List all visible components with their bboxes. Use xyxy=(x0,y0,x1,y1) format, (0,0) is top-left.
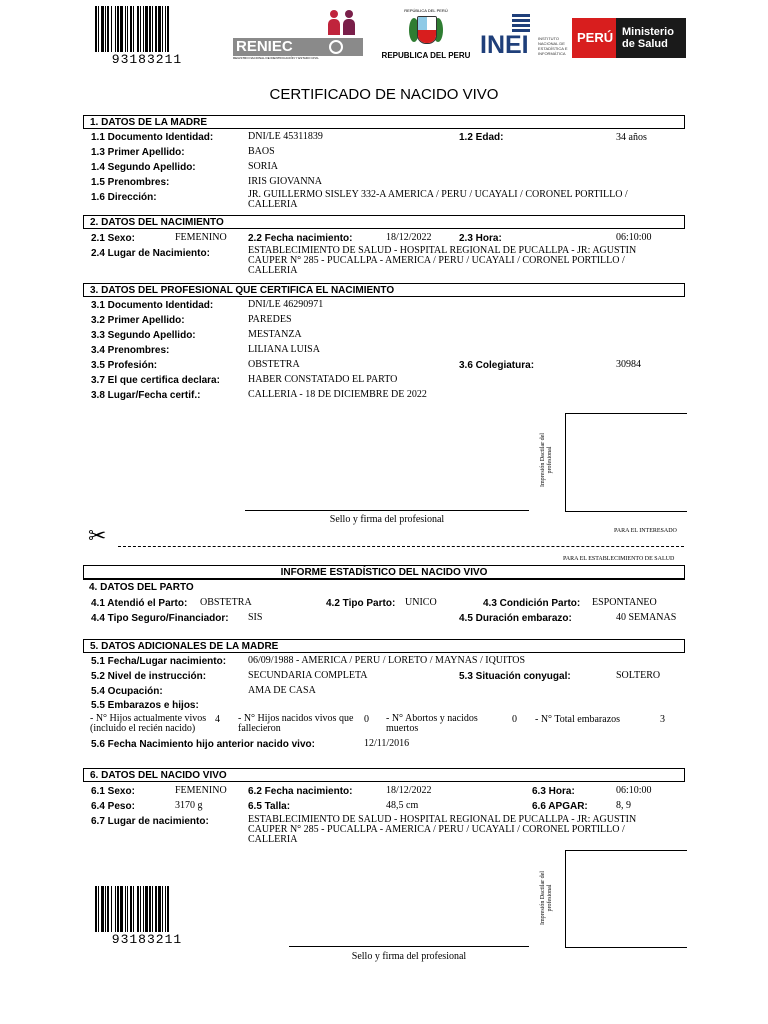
section-madre-header: 1. DATOS DE LA MADRE xyxy=(83,115,685,129)
prof-sello-label: Sello y firma del profesional xyxy=(329,514,445,525)
reniec-subtitle: REGISTRO NACIONAL DE IDENTIFICACIÓN Y ESTADO CIVIL xyxy=(233,56,319,60)
nacido-lugar-label: 6.7 Lugar de nacimiento: xyxy=(91,816,209,827)
adic-ocup-label: 5.4 Ocupación: xyxy=(91,686,163,697)
madre-nom-label: 1.5 Prenombres: xyxy=(91,177,170,188)
nacido-talla-value: 48,5 cm xyxy=(386,800,419,811)
prof-fingerprint-box xyxy=(565,413,687,512)
republica-label: REPUBLICA DEL PERU xyxy=(381,51,471,60)
cut-line xyxy=(118,546,684,547)
nac-fecha-label: 2.2 Fecha nacimiento: xyxy=(248,233,353,244)
prof-nom-value: LILIANA LUISA xyxy=(248,344,320,355)
prof-signature-line xyxy=(245,510,529,511)
nac-lugar-label: 2.4 Lugar de Nacimiento: xyxy=(91,248,210,259)
bottom-barcode xyxy=(95,886,199,947)
adic-anterior-value: 12/11/2016 xyxy=(364,738,410,749)
madre-doc-label: 1.1 Documento Identidad: xyxy=(91,132,214,143)
prof-ap1-value: PAREDES xyxy=(248,314,292,325)
escudo-caption: REPÚBLICA DEL PERÚ xyxy=(404,8,448,13)
parto-tipo-label: 4.2 Tipo Parto: xyxy=(326,598,396,609)
nacidos-vivos-label: - N° Hijos nacidos vivos que fallecieron xyxy=(238,713,354,734)
prof-declara-label: 3.7 El que certifica declara: xyxy=(91,375,220,386)
nacido-hora-label: 6.3 Hora: xyxy=(532,786,575,797)
prof-nom-label: 3.4 Prenombres: xyxy=(91,345,170,356)
ministerio-label: Ministerio de Salud xyxy=(622,26,674,50)
prof-ap2-value: MESTANZA xyxy=(248,329,302,340)
parto-seguro-value: SIS xyxy=(248,612,263,623)
prof-prof-label: 3.5 Profesión: xyxy=(91,360,158,371)
madre-dir-value: JR. GUILLERMO SISLEY 332-A AMERICA / PERU / UCAYALI / CORONEL PORTILLO / CALLERIA xyxy=(248,189,628,210)
madre-edad-label: 1.2 Edad: xyxy=(459,132,504,143)
nac-sexo-value: FEMENINO xyxy=(175,232,227,243)
barcode-number: 93183211 xyxy=(111,52,183,67)
nacido-impresion-label: Impresión Dactilar del profesional xyxy=(540,871,553,925)
parto-atendio-label: 4.1 Atendió el Parto: xyxy=(91,598,188,609)
prof-ap1-label: 3.2 Primer Apellido: xyxy=(91,315,185,326)
nacido-sexo-label: 6.1 Sexo: xyxy=(91,786,135,797)
peru-label: PERÚ xyxy=(577,30,614,45)
minsa-logo xyxy=(572,18,686,58)
nacido-fingerprint-box xyxy=(565,850,687,948)
section-adicionales-header: 5. DATOS ADICIONALES DE LA MADRE xyxy=(83,639,685,653)
adic-emb-label: 5.5 Embarazos e hijos: xyxy=(91,700,199,711)
nac-fecha-value: 18/12/2022 xyxy=(386,232,432,243)
coat-of-arms-icon xyxy=(409,14,443,48)
parto-tipo-value: UNICO xyxy=(405,597,437,608)
reniec-name: RENIEC xyxy=(236,38,293,55)
nacido-sello-label: Sello y firma del profesional xyxy=(351,951,467,962)
madre-dir-label: 1.6 Dirección: xyxy=(91,192,157,203)
nacidos-vivos-value: 0 xyxy=(364,714,369,725)
adic-instr-label: 5.2 Nivel de instrucción: xyxy=(91,671,207,682)
barcode-number-bottom: 93183211 xyxy=(111,932,183,947)
prof-ap2-label: 3.3 Segundo Apellido: xyxy=(91,330,196,341)
page-title: CERTIFICADO DE NACIDO VIVO xyxy=(269,86,499,103)
nacido-sexo-value: FEMENINO xyxy=(175,785,227,796)
top-barcode xyxy=(95,6,199,67)
parto-duracion-value: 40 SEMANAS xyxy=(616,612,677,623)
section-nacido-header: 6. DATOS DEL NACIDO VIVO xyxy=(83,768,685,782)
adic-fecha-value: 06/09/1988 - AMERICA / PERU / LORETO / MAYNAS / IQUITOS xyxy=(248,655,526,666)
madre-doc-value: DNI/LE 45311839 xyxy=(248,131,323,142)
parto-atendio-value: OBSTETRA xyxy=(200,597,252,608)
parto-seguro-label: 4.4 Tipo Seguro/Financiador: xyxy=(91,613,229,624)
nacido-peso-label: 6.4 Peso: xyxy=(91,801,135,812)
adic-fecha-label: 5.1 Fecha/Lugar nacimiento: xyxy=(91,656,227,667)
reniec-logo xyxy=(233,10,365,60)
escudo-logo xyxy=(378,8,474,62)
nacido-fecha-value: 18/12/2022 xyxy=(386,785,432,796)
nacido-signature-line xyxy=(289,946,529,947)
prof-doc-label: 3.1 Documento Identidad: xyxy=(91,300,214,311)
total-embarazos-label: - N° Total embarazos xyxy=(535,714,621,725)
prof-lugar-value: CALLERIA - 18 DE DICIEMBRE DE 2022 xyxy=(248,389,427,400)
fingerprint-icon xyxy=(329,40,343,54)
parto-cond-value: ESPONTANEO xyxy=(592,597,657,608)
section-profesional-header: 3. DATOS DEL PROFESIONAL QUE CERTIFICA EL NACIMIENTO xyxy=(83,283,685,297)
section-parto-header: 4. DATOS DEL PARTO xyxy=(89,582,194,593)
nacido-fecha-label: 6.2 Fecha nacimiento: xyxy=(248,786,353,797)
para-interesado-label: PARA EL INTERESADO xyxy=(614,528,677,534)
adic-anterior-label: 5.6 Fecha Nacimiento hijo anterior nacido vivo: xyxy=(91,739,315,750)
parto-duracion-label: 4.5 Duración embarazo: xyxy=(459,613,572,624)
adic-conyugal-label: 5.3 Situación conyugal: xyxy=(459,671,571,682)
barcode-bar xyxy=(169,6,172,52)
parto-cond-label: 4.3 Condición Parto: xyxy=(483,598,581,609)
nac-hora-value: 06:10:00 xyxy=(616,232,652,243)
madre-ap2-label: 1.4 Segundo Apellido: xyxy=(91,162,196,173)
reniec-figures-icon xyxy=(328,10,360,36)
section-nacimiento-header: 2. DATOS DEL NACIMIENTO xyxy=(83,215,685,229)
abortos-label: - N° Abortos y nacidos muertos xyxy=(386,713,478,734)
madre-ap1-value: BAOS xyxy=(248,146,275,157)
informe-header: INFORME ESTADÍSTICO DEL NACIDO VIVO xyxy=(83,565,685,579)
nacido-hora-value: 06:10:00 xyxy=(616,785,652,796)
madre-edad-value: 34 años xyxy=(616,132,647,143)
nac-sexo-label: 2.1 Sexo: xyxy=(91,233,135,244)
abortos-value: 0 xyxy=(512,714,517,725)
prof-declara-value: HABER CONSTATADO EL PARTO xyxy=(248,374,398,385)
nacido-talla-label: 6.5 Talla: xyxy=(248,801,291,812)
total-embarazos-value: 3 xyxy=(660,714,665,725)
prof-prof-value: OBSTETRA xyxy=(248,359,300,370)
nacido-apgar-label: 6.6 APGAR: xyxy=(532,801,588,812)
nac-lugar-value: ESTABLECIMIENTO DE SALUD - HOSPITAL REGIONAL DE PUCALLPA - JR: AGUSTIN CAUPER N° 285 - PUCALLPA - AMERICA / PERU / UCAYALI / CORONEL PORTILLO / CALLERIA xyxy=(248,245,637,276)
nac-hora-label: 2.3 Hora: xyxy=(459,233,502,244)
prof-lugar-label: 3.8 Lugar/Fecha certif.: xyxy=(91,390,201,401)
prof-doc-value: DNI/LE 46290971 xyxy=(248,299,324,310)
adic-conyugal-value: SOLTERO xyxy=(616,670,661,681)
nacido-peso-value: 3170 g xyxy=(175,800,203,811)
inei-logo xyxy=(480,14,572,60)
scissors-icon: ✂ xyxy=(88,524,107,549)
madre-ap2-value: SORIA xyxy=(248,161,279,172)
inei-name: INEI xyxy=(480,31,529,59)
adic-instr-value: SECUNDARIA COMPLETA xyxy=(248,670,368,681)
prof-impresion-label: Impresión Dactilar del profesional xyxy=(540,433,553,487)
inei-subtitle: INSTITUTO NACIONAL DE ESTADÍSTICA E INFORMÁTICA xyxy=(538,36,568,56)
nacido-apgar-value: 8, 9 xyxy=(616,800,631,811)
hijos-vivos-label: - N° Hijos actualmente vivos (incluido el recién nacido) xyxy=(90,713,207,734)
prof-coleg-value: 30984 xyxy=(616,359,641,370)
para-establecimiento-label: PARA EL ESTABLECIMIENTO DE SALUD xyxy=(563,556,675,562)
adic-ocup-value: AMA DE CASA xyxy=(248,685,316,696)
nacido-lugar-value: ESTABLECIMIENTO DE SALUD - HOSPITAL REGIONAL DE PUCALLPA - JR: AGUSTIN CAUPER N° 285 - PUCALLPA - AMERICA / PERU / UCAYALI / CORONEL PORTILLO / CALLERIA xyxy=(248,814,637,845)
madre-ap1-label: 1.3 Primer Apellido: xyxy=(91,147,185,158)
hijos-vivos-value: 4 xyxy=(215,714,220,725)
madre-nom-value: IRIS GIOVANNA xyxy=(248,176,322,187)
barcode-bar xyxy=(169,886,172,932)
prof-coleg-label: 3.6 Colegiatura: xyxy=(459,360,535,371)
